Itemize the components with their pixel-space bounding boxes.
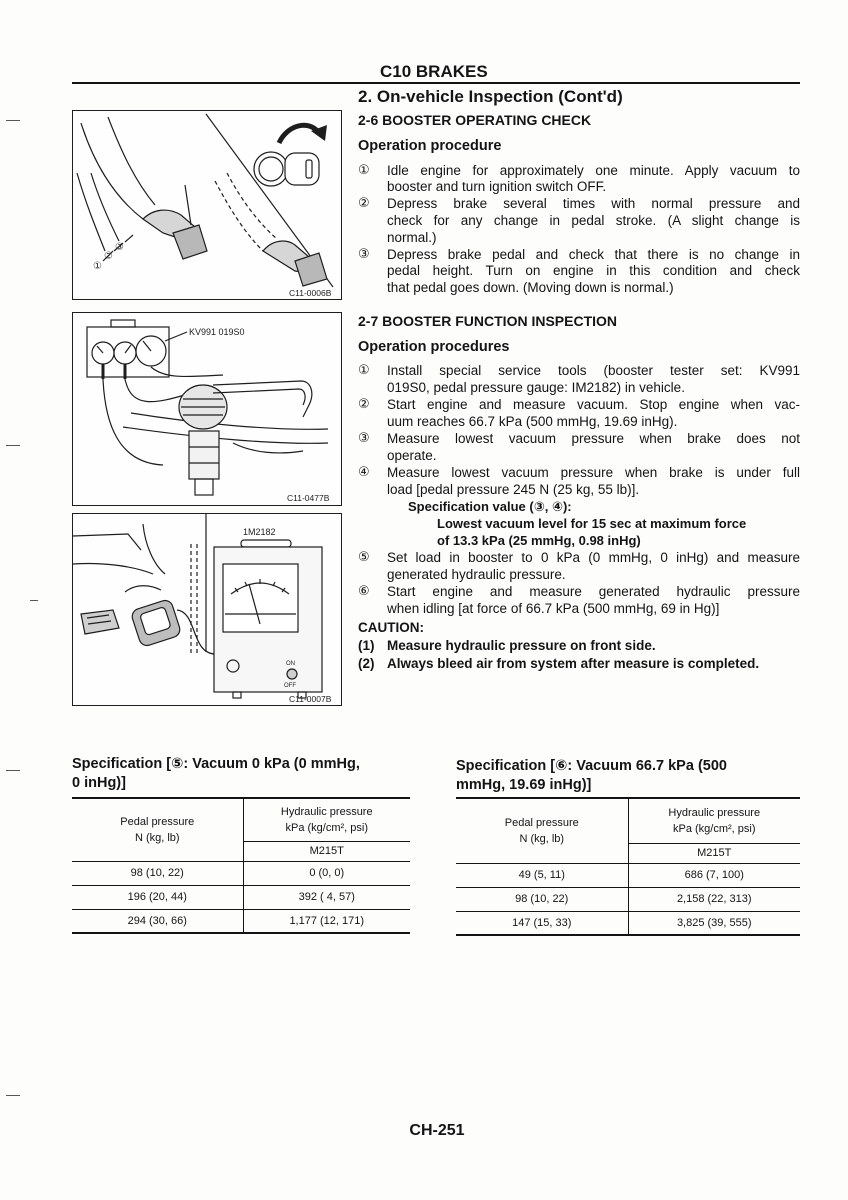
step-number: ④ <box>358 464 370 480</box>
step-item <box>358 362 800 396</box>
margin-mark <box>30 600 38 601</box>
spec-heading-line: mmHg, 19.69 inHg)] <box>456 776 592 793</box>
header-line: Pedal pressure <box>120 815 195 828</box>
tool-label: KV991 019S0 <box>189 327 245 337</box>
caution-text: Always bleed air from system after measure is completed. <box>387 656 760 671</box>
step-number: ⑥ <box>358 583 370 599</box>
figure-pressure-gauge <box>72 513 342 706</box>
table-cell: 98 (10, 22) <box>72 861 243 885</box>
step-number: ⑤ <box>358 549 370 565</box>
step-item <box>358 430 800 464</box>
table-cell: 98 (10, 22) <box>456 887 628 911</box>
step-item <box>358 247 800 297</box>
step-text-line: that pedal goes down. (Moving down is normal.) <box>387 280 674 296</box>
step-text-line: uum reaches 66.7 kPa (500 mmHg, 19.69 inHg). <box>387 413 678 429</box>
table-cell: 196 (20, 44) <box>72 885 243 909</box>
caution-text: Measure hydraulic pressure on front side. <box>387 638 656 653</box>
step-text-line: when idling [at force of 66.7 kPa (500 mmHg, 69 in Hg)] <box>387 600 720 616</box>
step-text-line: generated hydraulic pressure. <box>387 566 566 582</box>
spec-heading-vacuum-66-7 <box>456 757 727 794</box>
chapter-title: C10 BRAKES <box>380 62 488 81</box>
step-item <box>358 583 800 617</box>
step-item <box>358 196 800 246</box>
caution-label: CAUTION: <box>358 620 424 635</box>
caution-item <box>358 637 800 655</box>
caution-item <box>358 655 800 673</box>
table-cell: 147 (15, 33) <box>456 911 628 935</box>
figure-operating-check <box>72 110 342 300</box>
pedal-pressure-header <box>72 798 243 861</box>
hydraulic-pressure-header <box>243 798 410 841</box>
pedal-pressure-header <box>456 798 628 863</box>
step-text-line: operate. <box>387 447 437 463</box>
operating-check-subtitle: Operation procedure <box>358 138 502 154</box>
callout-3: ③ <box>115 242 124 253</box>
step-item <box>358 464 800 498</box>
tool-label: 1M2182 <box>243 527 276 537</box>
header-line: Hydraulic pressure <box>668 806 761 819</box>
table-cell: 392 ( 4, 57) <box>243 885 410 909</box>
specification-value-label: Specification value (③, ④): <box>408 498 572 514</box>
figure-code: C11-0477B <box>287 493 330 503</box>
page-number: CH-251 <box>409 1122 465 1139</box>
table-cell: 3,825 (39, 555) <box>628 911 800 935</box>
pressure-gauge-illustration <box>73 514 341 705</box>
step-text-line: booster and turn ignition switch OFF. <box>387 179 607 195</box>
step-number: ③ <box>358 246 370 262</box>
section-title: 2. On-vehicle Inspection (Cont'd) <box>358 87 623 106</box>
specification-value <box>358 498 800 549</box>
table-cell: 2,158 (22, 313) <box>628 887 800 911</box>
spec-heading-line: Specification [⑥: Vacuum 66.7 kPa (500 <box>456 758 727 774</box>
caution-number: (1) <box>358 638 375 653</box>
step-text-line: Depress brake several times with normal pressure and <box>387 196 800 212</box>
step-item <box>358 163 800 197</box>
spec-table-vacuum-66-7 <box>456 797 800 936</box>
step-text-line: 019S0, pedal pressure gauge: IM2182) in vehicle. <box>387 379 685 395</box>
operating-check-title: 2-6 BOOSTER OPERATING CHECK <box>358 112 592 128</box>
table-cell: 49 (5, 11) <box>456 863 628 887</box>
step-text-line: load [pedal pressure 245 N (25 kg, 55 lb)]. <box>387 481 640 497</box>
function-inspection-title: 2-7 BOOSTER FUNCTION INSPECTION <box>358 313 618 329</box>
step-number: ③ <box>358 430 370 446</box>
step-text-line: Idle engine for approximately one minute. Apply vacuum to <box>387 162 800 178</box>
booster-tester-illustration <box>73 313 341 505</box>
header-line: kPa (kg/cm², psi) <box>285 821 368 834</box>
model-subheader: M215T <box>243 841 410 861</box>
table-cell: 294 (30, 66) <box>72 909 243 933</box>
header-line: kPa (kg/cm², psi) <box>672 822 756 835</box>
specification-value-line: Lowest vacuum level for 15 sec at maximum force <box>437 515 747 531</box>
header-rule <box>72 82 800 84</box>
table-cell: 1,177 (12, 171) <box>243 909 410 933</box>
step-item <box>358 549 800 583</box>
step-item <box>358 396 800 430</box>
step-number: ① <box>358 362 370 378</box>
step-number: ② <box>358 196 370 212</box>
table-cell: 0 (0, 0) <box>243 861 410 885</box>
step-text-line: Install special service tools (booster tester set: KV991 <box>387 362 800 378</box>
figure-booster-tester <box>72 312 342 506</box>
specification-value-line: of 13.3 kPa (25 mmHg, 0.98 inHg) <box>437 532 641 548</box>
step-text-line: Start engine and measure generated hydraulic pressure <box>387 583 800 599</box>
table-cell: 686 (7, 100) <box>628 863 800 887</box>
callout-1: ① <box>93 261 102 272</box>
step-text-line: pedal height. Turn on engine in this condition and check <box>387 263 800 279</box>
spec-table-vacuum-0 <box>72 797 410 934</box>
operating-check-steps <box>358 163 800 297</box>
margin-mark <box>6 770 20 771</box>
spec-heading-line: 0 inHg)] <box>72 774 126 791</box>
function-inspection-steps <box>358 362 800 617</box>
switch-off-label: OFF <box>284 683 296 689</box>
margin-mark <box>6 1095 20 1096</box>
hydraulic-pressure-header <box>628 798 800 843</box>
step-text-line: check for any change in pedal stroke. (A slight change is <box>387 212 800 228</box>
operating-check-illustration <box>73 111 341 299</box>
step-number: ② <box>358 396 370 412</box>
function-inspection-subtitle: Operation procedures <box>358 339 510 355</box>
step-text-line: Depress brake pedal and check that there is no change in <box>387 246 800 262</box>
switch-on-label: ON <box>286 661 295 667</box>
model-subheader: M215T <box>628 843 800 863</box>
header-line: Hydraulic pressure <box>280 805 373 818</box>
spec-heading-line: Specification [⑤: Vacuum 0 kPa (0 mmHg, <box>72 756 360 772</box>
header-line: N (kg, lb) <box>134 831 180 844</box>
step-text-line: Measure lowest vacuum pressure when brake does not <box>387 430 800 446</box>
header-line: Pedal pressure <box>504 816 579 829</box>
step-text-line: normal.) <box>387 229 437 245</box>
callout-2: ② <box>104 251 113 262</box>
header-line: N (kg, lb) <box>519 832 565 845</box>
caution-block <box>358 619 800 673</box>
caution-number: (2) <box>358 656 375 671</box>
step-text-line: Set load in booster to 0 kPa (0 mmHg, 0 inHg) and measure <box>387 549 800 565</box>
spec-heading-vacuum-0 <box>72 755 360 792</box>
margin-mark <box>6 120 20 121</box>
step-number: ① <box>358 162 370 178</box>
figure-code: C11-0007B <box>289 694 332 704</box>
step-text-line: Start engine and measure vacuum. Stop engine when vac- <box>387 396 800 412</box>
figure-code: C11-0006B <box>289 288 332 298</box>
margin-mark <box>6 445 20 446</box>
step-text-line: Measure lowest vacuum pressure when brake is under full <box>387 464 800 480</box>
